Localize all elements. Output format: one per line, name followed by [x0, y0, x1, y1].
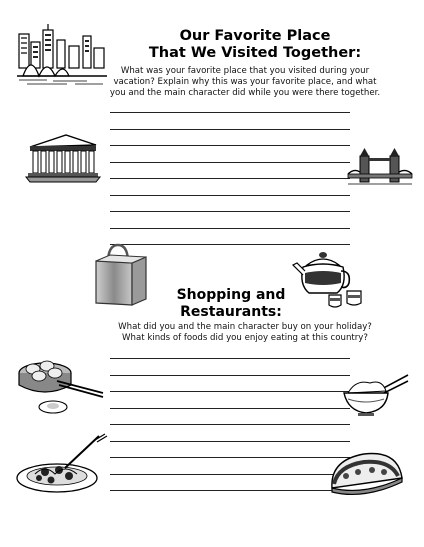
section1-prompt-line1: What was your favorite place that you visited during your: [120, 66, 370, 76]
writing-line: [110, 162, 350, 163]
writing-line: [110, 375, 350, 376]
tower-bridge-icon: [348, 148, 412, 188]
section1-title-line2: That We Visited Together:: [148, 45, 362, 61]
dumpling-steamer-icon: [15, 351, 105, 415]
section2-title-line1: Shopping and: [176, 287, 286, 303]
writing-line: [110, 408, 350, 409]
writing-line: [110, 129, 350, 130]
writing-line: [110, 228, 350, 229]
teapot-icon: [293, 249, 365, 311]
writing-line: [110, 424, 350, 425]
writing-line: [110, 441, 350, 442]
writing-line: [110, 457, 350, 458]
section1-prompt-line3: you and the main character did while you were there together.: [109, 88, 381, 98]
writing-line: [110, 112, 350, 113]
section2-title-line2: Restaurants:: [180, 304, 282, 320]
pasta-plate-icon: [15, 434, 113, 498]
section1-title-line1: Our Favorite Place: [179, 28, 331, 44]
rice-bowl-icon: [342, 375, 410, 419]
taco-icon: [324, 448, 406, 498]
writing-line: [110, 178, 350, 179]
writing-line: [110, 474, 350, 475]
city-skyline-icon: [17, 24, 109, 86]
writing-line: [110, 195, 350, 196]
shopping-bag-icon: [92, 241, 148, 307]
writing-line: [110, 358, 350, 359]
writing-line: [110, 490, 350, 491]
writing-line: [110, 145, 350, 146]
section2-prompt-line1: What did you and the main character buy on your holiday?: [118, 322, 372, 332]
section1-prompt-line2: vacation? Explain why this was your favorite place, and what: [113, 77, 377, 87]
parthenon-icon: [26, 133, 100, 183]
writing-line: [110, 391, 350, 392]
section2-prompt-line2: What kinds of foods did you enjoy eating at this country?: [122, 333, 368, 343]
writing-line: [110, 211, 350, 212]
